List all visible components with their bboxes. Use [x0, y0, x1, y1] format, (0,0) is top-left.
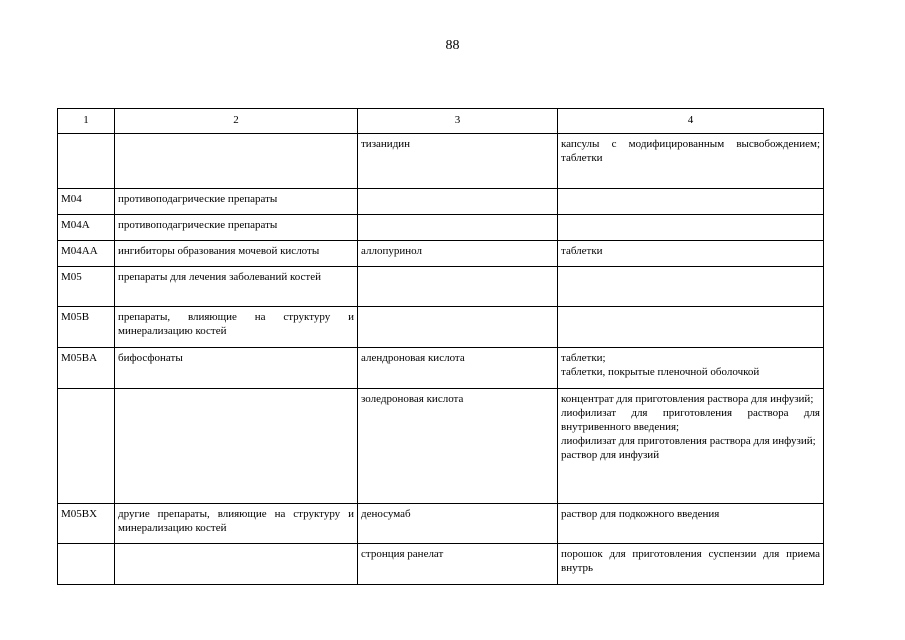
page-number: 88 — [445, 38, 460, 53]
dosage-forms-cell — [558, 389, 824, 504]
substance-cell — [358, 267, 558, 307]
dosage-form-line: раствор для подкожного введения — [561, 508, 720, 520]
table-row — [58, 134, 824, 189]
header-cell-2: 2 — [115, 109, 358, 134]
group-name-cell: препараты для лечения заболеваний костей — [115, 267, 358, 307]
table-row — [58, 504, 824, 544]
table-header-row — [58, 109, 824, 134]
atc-code-cell: M04A — [58, 215, 115, 241]
group-name-cell — [115, 389, 358, 504]
table-row — [58, 389, 824, 504]
table-row — [58, 544, 824, 585]
dosage-forms-cell — [558, 189, 824, 215]
dosage-form-line: таблетки — [561, 245, 603, 257]
group-name-cell: противоподагрические препараты — [115, 215, 358, 241]
header-cell-3: 3 — [358, 109, 558, 134]
table-row — [58, 307, 824, 348]
dosage-form-line: порошок для приготовления суспензии для приема внутрь — [561, 548, 820, 574]
dosage-form-line: таблетки; — [561, 352, 606, 364]
atc-code-cell: M05B — [58, 307, 115, 348]
atc-code-cell — [58, 389, 115, 504]
table-row — [58, 267, 824, 307]
dosage-form-line: концентрат для приготовления раствора для инфузий; — [561, 393, 814, 405]
atc-code-cell: M05BA — [58, 348, 115, 389]
substance-cell — [358, 307, 558, 348]
dosage-form-line: лиофилизат для приготовления раствора для инфузий; — [561, 435, 816, 447]
substance-cell: тизанидин — [358, 134, 558, 189]
substance-cell: золедроновая кислота — [358, 389, 558, 504]
dosage-forms-cell — [558, 134, 824, 189]
atc-code-cell: M05BX — [58, 504, 115, 544]
dosage-form-line: раствор для инфузий — [561, 449, 660, 461]
dosage-form-line: лиофилизат для приготовления раствора для внутривенного введения; — [561, 407, 820, 433]
group-name-cell — [115, 544, 358, 585]
atc-code-cell: M04AA — [58, 241, 115, 267]
substance-cell: деносумаб — [358, 504, 558, 544]
dosage-forms-cell — [558, 504, 824, 544]
table-row — [58, 189, 824, 215]
group-name-cell: другие препараты, влияющие на структуру и минерализацию костей — [115, 504, 358, 544]
drug-table — [57, 108, 824, 585]
dosage-form-line: таблетки — [561, 152, 603, 164]
substance-cell: алендроновая кислота — [358, 348, 558, 389]
table-row — [58, 348, 824, 389]
group-name-cell — [115, 134, 358, 189]
atc-code-cell: M04 — [58, 189, 115, 215]
group-name-cell: противоподагрические препараты — [115, 189, 358, 215]
dosage-forms-cell — [558, 307, 824, 348]
table-row — [58, 215, 824, 241]
dosage-form-line: таблетки, покрытые пленочной оболочкой — [561, 366, 760, 378]
substance-cell — [358, 215, 558, 241]
group-name-cell: бифосфонаты — [115, 348, 358, 389]
header-cell-1: 1 — [58, 109, 115, 134]
atc-code-cell: M05 — [58, 267, 115, 307]
substance-cell: аллопуринол — [358, 241, 558, 267]
dosage-forms-cell — [558, 215, 824, 241]
dosage-forms-cell — [558, 348, 824, 389]
substance-cell: стронция ранелат — [358, 544, 558, 585]
dosage-forms-cell — [558, 241, 824, 267]
group-name-cell: препараты, влияющие на структуру и минерализацию костей — [115, 307, 358, 348]
group-name-cell: ингибиторы образования мочевой кислоты — [115, 241, 358, 267]
atc-code-cell — [58, 544, 115, 585]
dosage-forms-cell — [558, 544, 824, 585]
table-row — [58, 241, 824, 267]
atc-code-cell — [58, 134, 115, 189]
substance-cell — [358, 189, 558, 215]
dosage-form-line: капсулы с модифицированным высвобождением; — [561, 138, 820, 150]
header-cell-4: 4 — [558, 109, 824, 134]
dosage-forms-cell — [558, 267, 824, 307]
